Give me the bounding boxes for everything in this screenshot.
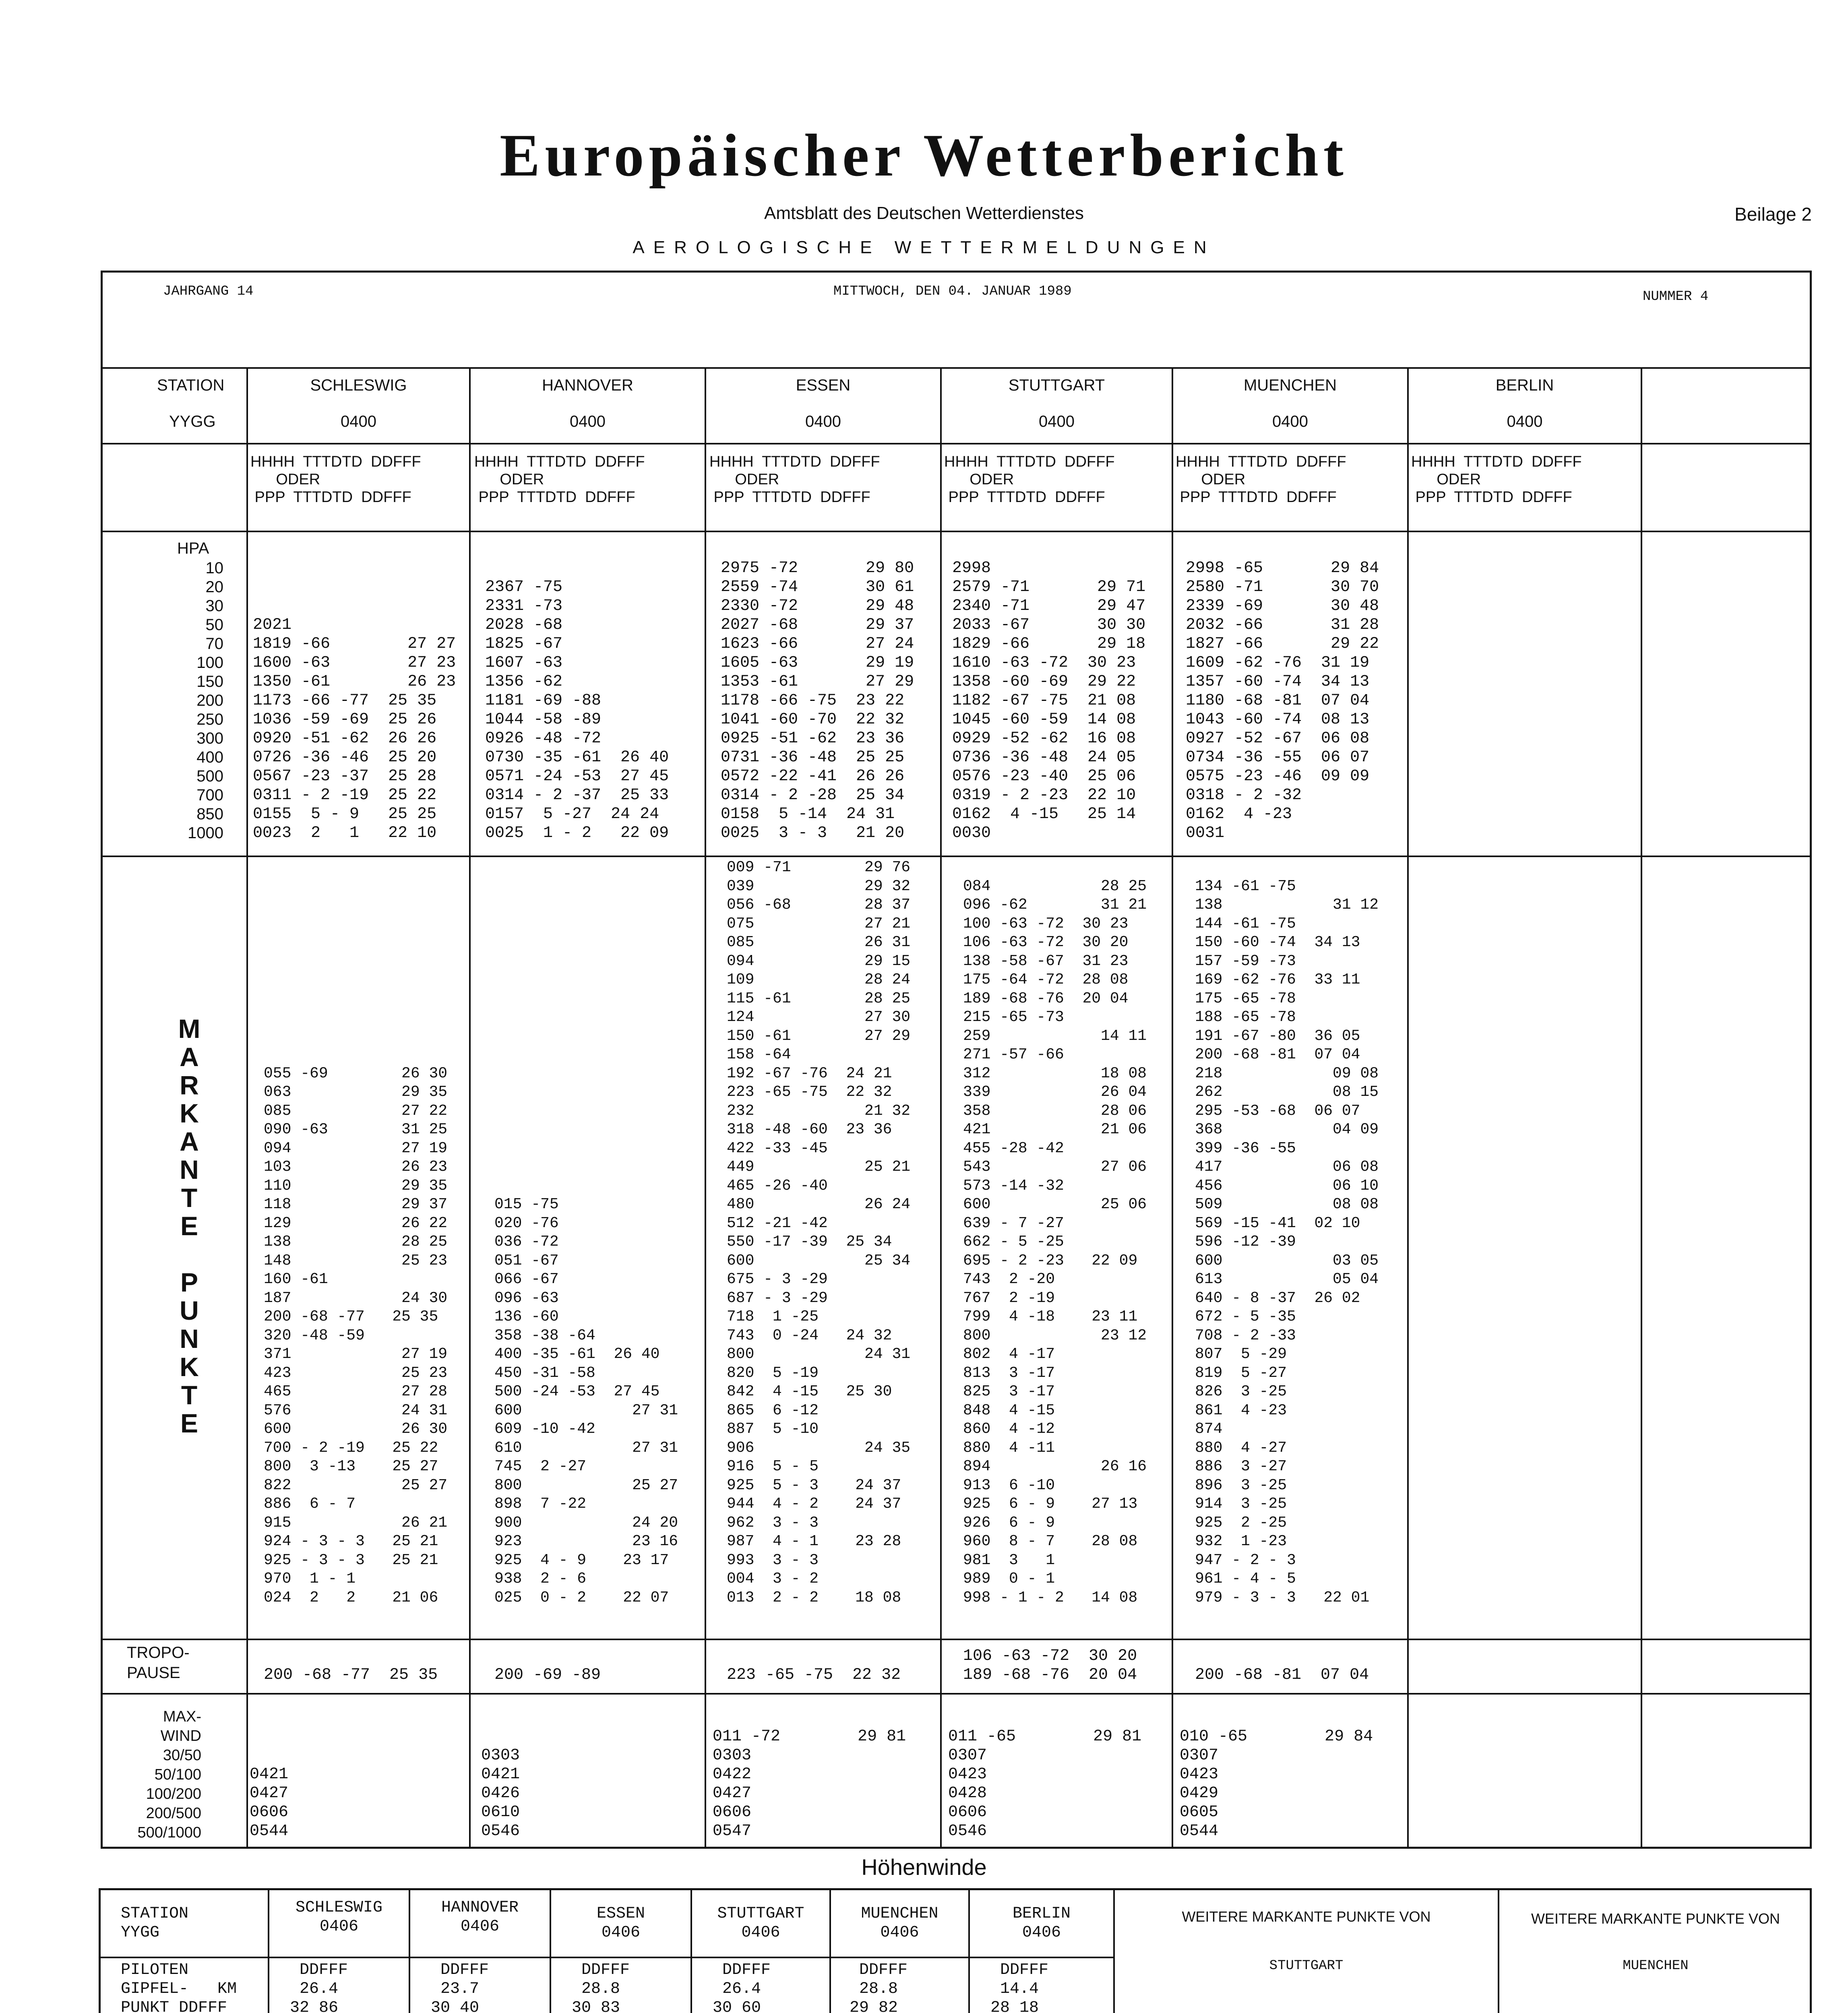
col-rule-3 — [705, 367, 706, 1849]
markante-stuttgart: 084 28 25 096 -62 31 21 100 -63 -72 30 23 106 -63 -72 30 20 138 -58 -67 31 23 175 -64 -72 28 08 189 -68 -76 20 04 215 -65 -73 259 14 11 271 -57 -66 312 18 08 339 26 04 358 28 06 421 21 06 455 -28 -42 543 27 06 573 -14 -32 600 25 06 639 - 7 -27 662 - 5 -25 695 - 2 -23 22 09 743 2 -20 767 2 -19 799 4 -18 23 11 800 23 12 802 4 -17 813 3 -17 825 3 -17 848 4 -15 860 4 -12 880 4 -11 894 26 16 913 6 -10 925 6 - 9 27 13 926 6 - 9 960 8 - 7 28 08 981 3 1 989 0 - 1 998 - 1 - 2 14 08 — [963, 877, 1147, 1606]
piloten-label: PILOTEN GIPFEL- KM PUNKT DDFFF — [121, 1961, 237, 2013]
markante-letter: P — [180, 1267, 198, 1297]
tropo-stuttgart: 106 -63 -72 30 20 189 -68 -76 20 04 — [963, 1647, 1137, 1684]
markante-letter: N — [180, 1155, 199, 1184]
hw-station-name: MUENCHEN — [861, 1905, 938, 1923]
colhead-schleswig: HHHH TTTDTD DDFFF ODER PPP TTTDTD DDFFF — [250, 453, 421, 506]
station-name-muenchen: MUENCHEN — [1243, 376, 1337, 394]
maxwind-hannover: 0303 0421 0426 0610 0546 — [481, 1746, 520, 1840]
section-heading: AEROLOGISCHE WETTERMELDUNGEN — [633, 238, 1215, 257]
hoehenwinde-title: Höhenwinde — [861, 1854, 987, 1880]
station-name-stuttgart: STUTTGART — [1008, 376, 1105, 394]
hw-station-time: 0406 — [880, 1924, 919, 1942]
maxwind-muenchen: 010 -65 29 84 0307 0423 0429 0605 0544 — [1180, 1728, 1373, 1840]
level: 850 — [196, 805, 223, 823]
level: 10 — [205, 559, 223, 577]
hw-station-stuttgart — [692, 1904, 829, 1942]
tropo-schleswig: 200 -68 -77 25 35 — [264, 1666, 438, 1684]
hw-station-name: HANNOVER — [441, 1899, 519, 1917]
colhead-muenchen: HHHH TTTDTD DDFFF ODER PPP TTTDTD DDFFF — [1176, 453, 1346, 506]
level: 250 — [196, 711, 223, 728]
colhead-essen: HHHH TTTDTD DDFFF ODER PPP TTTDTD DDFFF — [709, 453, 880, 506]
maxwind-schleswig: 0421 0427 0606 0544 — [250, 1765, 289, 1840]
hw-station-time: 0406 — [319, 1918, 358, 1936]
hw-station-name: STUTTGART — [717, 1905, 804, 1923]
level: 70 — [205, 635, 223, 653]
hw-station-time: 0406 — [1022, 1924, 1061, 1942]
station-time-hannover: 0400 — [570, 413, 606, 430]
maxwind-stuttgart: 011 -65 29 81 0307 0423 0428 0606 0546 — [948, 1728, 1142, 1840]
hw-station-label: STATION YYGG — [121, 1905, 189, 1942]
yygg-label: YYGG — [169, 413, 216, 430]
markante-letter: E — [180, 1211, 198, 1241]
levels-schleswig: 2021 1819 -66 27 27 1600 -63 27 23 1350 -61 26 23 1173 -66 -77 25 35 1036 -59 -69 25 26 0920 -51 -62 26 26 0726 -36 -46 25 20 0567 -23 -37 25 28 0311 - 2 -19 25 22 0155 5 - 9 25 25 0023 2 1 22 10 — [253, 616, 456, 842]
levels-muenchen: 2998 -65 29 84 2580 -71 30 70 2339 -69 30 48 2032 -66 31 28 1827 -66 29 22 1609 -62 -76 31 19 1357 -60 -74 34 13 1180 -68 -81 07 04 1043 -60 -74 08 13 0927 -52 -67 06 08 0734 -36 -55 06 07 0575 -23 -46 09 09 0318 - 2 -32 0162 4 -23 0031 — [1186, 559, 1379, 842]
tropopause-label: TROPO- PAUSE — [127, 1644, 190, 1682]
level: 30 — [205, 597, 223, 615]
hw-station-name: ESSEN — [596, 1905, 645, 1923]
piloten-hannover: DDFFF 23.7 30 40 — [431, 1961, 489, 2013]
maxwind-essen: 011 -72 29 81 0303 0422 0427 0606 0547 — [713, 1728, 906, 1840]
rule-markante — [101, 1639, 1812, 1640]
hw-station-time: 0406 — [601, 1924, 640, 1942]
weitere-muenchen-station: MUENCHEN — [1623, 1958, 1689, 1974]
colhead-hannover: HHHH TTTDTD DDFFF ODER PPP TTTDTD DDFFF — [474, 453, 645, 506]
levels-essen: 2975 -72 29 80 2559 -74 30 61 2330 -72 29 48 2027 -68 29 37 1623 -66 27 24 1605 -63 29 19 1353 -61 27 29 1178 -66 -75 23 22 1041 -60 -70 22 32 0925 -51 -62 23 36 0731 -36 -48 25 25 0572 -22 -41 26 26 0314 - 2 -28 25 34 0158 5 -14 24 31 0025 3 - 3 21 20 — [721, 559, 914, 842]
station-time-stuttgart: 0400 — [1039, 413, 1075, 430]
levels-hannover: 2367 -75 2331 -73 2028 -68 1825 -67 1607 -63 1356 -62 1181 -69 -88 1044 -58 -89 0926 -48 -72 0730 -35 -61 26 40 0571 -24 -53 27 45 0314 - 2 -37 25 33 0157 5 -27 24 24 0025 1 - 2 22 09 — [485, 578, 669, 842]
markante-letter: K — [180, 1352, 199, 1382]
tropo-essen: 223 -65 -75 22 32 — [727, 1666, 901, 1684]
rule-stations — [101, 443, 1812, 444]
piloten-berlin: DDFFF 14.4 28 18 — [990, 1961, 1049, 2013]
level: 100 — [196, 654, 223, 672]
col-rule-1 — [246, 367, 248, 1849]
markante-letters — [173, 1015, 205, 1437]
markante-essen: 009 -71 29 76 039 29 32 056 -68 28 37 075 27 21 085 26 31 094 29 15 109 28 24 115 -61 28 25 124 27 30 150 -61 27 29 158 -64 192 -67 -76 24 21 223 -65 -75 22 32 232 21 32 318 -48 -60 23 36 422 -33 -45 449 25 21 465 -26 -40 480 26 24 512 -21 -42 550 -17 -39 25 34 600 25 34 675 - 3 -29 687 - 3 -29 718 1 -25 743 0 -24 24 32 800 24 31 820 5 -19 842 4 -15 25 30 865 6 -12 887 5 -10 906 24 35 916 5 - 5 925 5 - 3 24 37 944 4 - 2 24 37 962 3 - 3 987 4 - 1 23 28 993 3 - 3 004 3 - 2 013 2 - 2 18 08 — [727, 859, 911, 1606]
markante-letter: U — [180, 1296, 199, 1325]
level: 400 — [196, 748, 223, 766]
hw-rule-1 — [99, 1957, 1113, 1958]
markante-letter: M — [178, 1014, 201, 1044]
station-name-hannover: HANNOVER — [542, 376, 633, 394]
hpa-label: HPA — [177, 539, 209, 557]
weitere-stuttgart-station: STUTTGART — [1269, 1958, 1344, 1974]
station-time-muenchen: 0400 — [1272, 413, 1308, 430]
hw-station-schleswig — [269, 1898, 409, 1936]
tropo-hannover: 200 -69 -89 — [494, 1666, 601, 1684]
col-rule-6 — [1407, 367, 1409, 1849]
piloten-muenchen: DDFFF 28.8 29 82 — [850, 1961, 908, 2013]
page-title: Europäischer Wetterbericht — [500, 122, 1348, 189]
markante-hannover: 015 -75 020 -76 036 -72 051 -67 066 -67 096 -63 136 -60 358 -38 -64 400 -35 -61 26 40 450 -31 -58 500 -24 -53 27 45 600 27 31 609 -10 -42 610 27 31 745 2 -27 800 25 27 898 7 -22 900 24 20 923 23 16 925 4 - 9 23 17 938 2 - 6 025 0 - 2 22 07 — [494, 1196, 678, 1606]
hw-station-hannover — [410, 1898, 550, 1936]
hw-station-name: SCHLESWIG — [295, 1899, 383, 1917]
beilage-label: Beilage 2 — [1734, 204, 1812, 225]
jahrgang-label: JAHRGANG 14 — [163, 284, 254, 299]
weitere-muenchen-title: WEITERE MARKANTE PUNKTE VON — [1531, 1910, 1780, 1927]
hw-station-time: 0406 — [741, 1924, 780, 1942]
hw-station-time: 0406 — [460, 1918, 499, 1936]
markante-letter: N — [180, 1324, 199, 1354]
markante-letter: K — [180, 1098, 199, 1128]
col-rule-7 — [1641, 367, 1642, 1849]
level: 200 — [196, 692, 223, 709]
piloten-schleswig: DDFFF 26.4 32 86 — [290, 1961, 348, 2013]
hw-station-name: BERLIN — [1012, 1905, 1071, 1923]
markante-letter — [173, 1240, 205, 1268]
hw-col-8 — [1498, 1888, 1499, 2013]
markante-letter: R — [180, 1070, 199, 1100]
station-name-berlin: BERLIN — [1495, 376, 1554, 394]
piloten-stuttgart: DDFFF 26.4 30 60 — [713, 1961, 771, 2013]
page-subtitle: Amtsblatt des Deutschen Wetterdienstes — [764, 203, 1084, 223]
colhead-stuttgart: HHHH TTTDTD DDFFF ODER PPP TTTDTD DDFFF — [944, 453, 1115, 506]
col-rule-4 — [940, 367, 942, 1849]
colhead-berlin: HHHH TTTDTD DDFFF ODER PPP TTTDTD DDFFF — [1411, 453, 1582, 506]
markante-muenchen: 134 -61 -75 138 31 12 144 -61 -75 150 -60 -74 34 13 157 -59 -73 169 -62 -76 33 11 175 -65 -78 188 -65 -78 191 -67 -80 36 05 200 -68 -81 07 04 218 09 08 262 08 15 295 -53 -68 06 07 368 04 09 399 -36 -55 417 06 08 456 06 10 509 08 08 569 -15 -41 02 10 596 -12 -39 600 03 05 613 05 04 640 - 8 -37 26 02 672 - 5 -35 708 - 2 -33 807 5 -29 819 5 -27 826 3 -25 861 4 -23 874 880 4 -27 886 3 -27 896 3 -25 914 3 -25 925 2 -25 932 1 -23 947 - 2 - 3 961 - 4 - 5 979 - 3 - 3 22 01 — [1195, 877, 1379, 1606]
level: 50 — [205, 616, 223, 634]
hw-station-essen — [551, 1904, 690, 1942]
rule-tropo — [101, 1693, 1812, 1695]
level: 700 — [196, 786, 223, 804]
rule-colhead — [101, 531, 1812, 532]
station-time-berlin: 0400 — [1507, 413, 1543, 430]
col-rule-5 — [1172, 367, 1173, 1849]
station-name-schleswig: SCHLESWIG — [310, 376, 407, 394]
hw-station-berlin — [970, 1904, 1113, 1942]
col-rule-2 — [469, 367, 471, 1849]
levels-stuttgart: 2998 2579 -71 29 71 2340 -71 29 47 2033 -67 30 30 1829 -66 29 18 1610 -63 -72 30 23 1358 -60 -69 29 22 1182 -67 -75 21 08 1045 -60 -59 14 08 0929 -52 -62 16 08 0736 -36 -48 24 05 0576 -23 -40 25 06 0319 - 2 -23 22 10 0162 4 -15 25 14 0030 — [952, 559, 1146, 842]
station-name-essen: ESSEN — [796, 376, 851, 394]
hw-station-muenchen — [831, 1904, 968, 1942]
level: 300 — [196, 730, 223, 747]
tropo-muenchen: 200 -68 -81 07 04 — [1195, 1666, 1369, 1684]
markante-letter: A — [180, 1042, 199, 1072]
station-time-schleswig: 0400 — [341, 413, 376, 430]
rule-levels — [101, 856, 1812, 857]
rule-header — [101, 367, 1812, 369]
markante-letter: T — [181, 1183, 198, 1213]
level: 150 — [196, 673, 223, 690]
markante-letter: E — [180, 1408, 198, 1438]
station-label: STATION — [157, 376, 225, 394]
hw-col-7 — [1113, 1888, 1115, 2013]
maxwind-label: MAX- WIND 30/50 50/100 100/200 200/500 500/1000 — [137, 1708, 201, 1841]
level: 1000 — [188, 824, 223, 842]
issue-number: NUMMER 4 — [1643, 289, 1709, 304]
weitere-stuttgart-title: WEITERE MARKANTE PUNKTE VON — [1182, 1908, 1431, 1925]
markante-punkte-label — [173, 1015, 205, 1437]
markante-letter: T — [181, 1380, 198, 1410]
level: 20 — [205, 578, 223, 596]
markante-letter: A — [180, 1126, 199, 1156]
piloten-essen: DDFFF 28.8 30 83 — [572, 1961, 630, 2013]
station-time-essen: 0400 — [805, 413, 841, 430]
level-list — [169, 559, 223, 843]
issue-date: MITTWOCH, DEN 04. JANUAR 1989 — [833, 284, 1072, 299]
markante-schleswig: 055 -69 26 30 063 29 35 085 27 22 090 -63 31 25 094 27 19 103 26 23 110 29 35 118 29 37 129 26 22 138 28 25 148 25 23 160 -61 187 24 30 200 -68 -77 25 35 320 -48 -59 371 27 19 423 25 23 465 27 28 576 24 31 600 26 30 700 - 2 -19 25 22 800 3 -13 25 27 822 25 27 886 6 - 7 915 26 21 924 - 3 - 3 25 21 925 - 3 - 3 25 21 970 1 - 1 024 2 2 21 06 — [264, 1064, 448, 1606]
level: 500 — [196, 767, 223, 785]
